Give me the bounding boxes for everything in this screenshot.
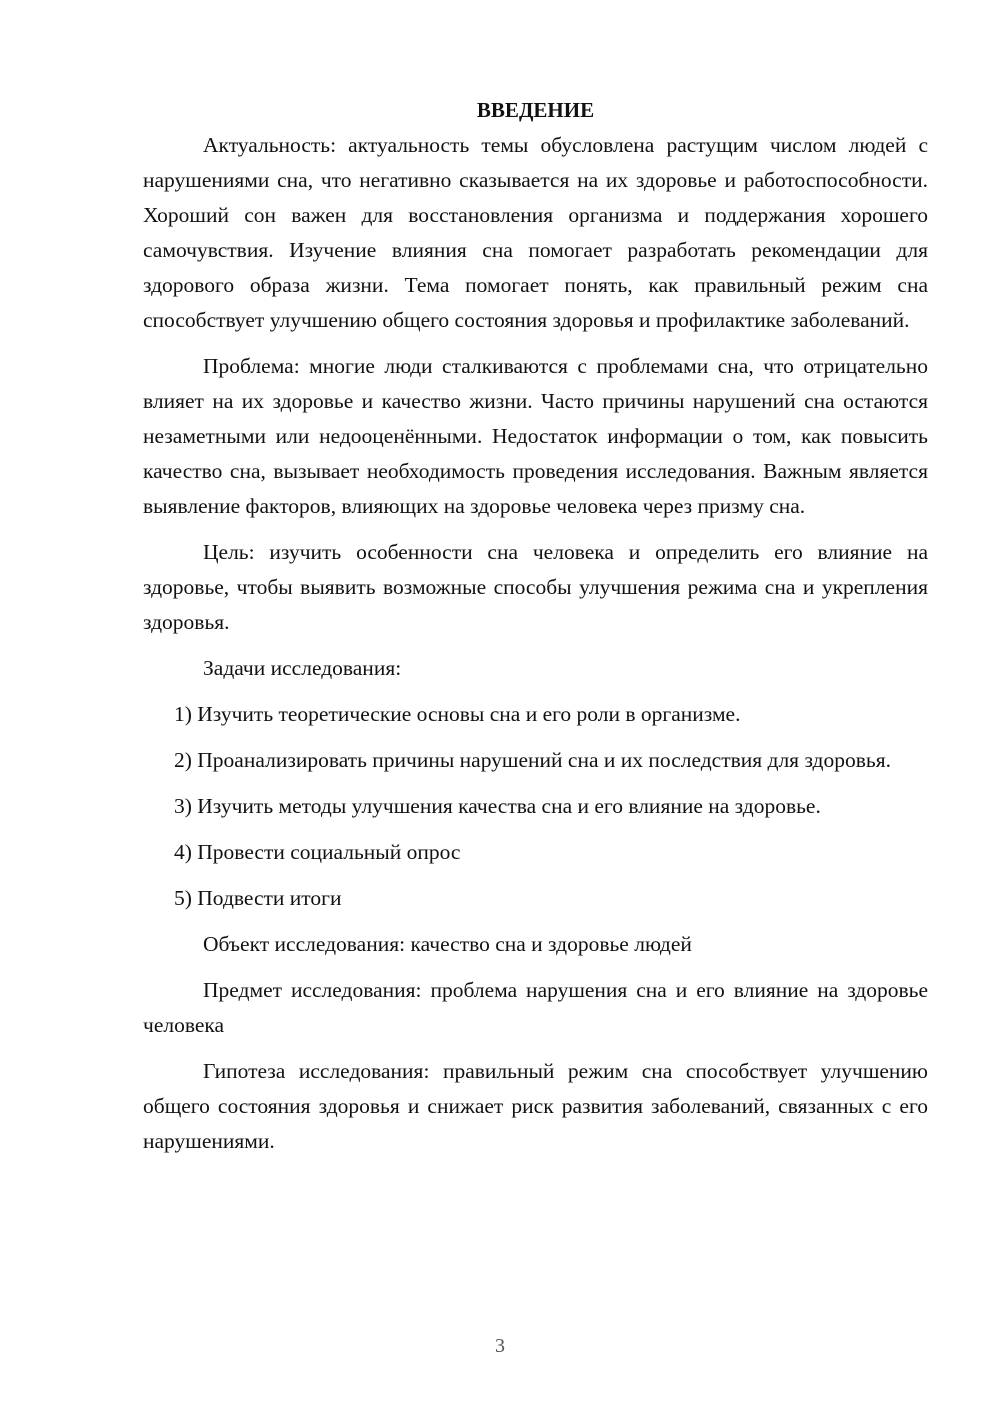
- task-item-4: 4) Провести социальный опрос: [174, 840, 461, 864]
- tasks-title: Задачи исследования:: [203, 656, 402, 680]
- relevance-paragraph: Актуальность: актуальность темы обусловлена растущим числом людей с нарушениями сна, что негативно сказывается на их здоровье и работоспособности. Хороший сон важен для восстановления организма и поддержания хорошего самочувствия. Изучение влияния сна помогает разработать рекомендации для здорового образа жизни. Тема помогает понять, как правильный режим сна способствует улучшению общего состояния здоровья и профилактике заболеваний.: [143, 133, 928, 332]
- problem-paragraph: Проблема: многие люди сталкиваются с проблемами сна, что отрицательно влияет на их здоровье и качество жизни. Часто причины нарушений сна остаются незаметными или недооценёнными. Недостаток информации о том, как повысить качество сна, вызывает необходимость проведения исследования. Важным является выявление факторов, влияющих на здоровье человека через призму сна.: [143, 354, 928, 518]
- section-heading: ВВЕДЕНИЕ: [476, 98, 595, 122]
- object-paragraph: Объект исследования: качество сна и здоровье людей: [203, 932, 692, 956]
- page-number: 3: [495, 1335, 505, 1357]
- task-item-3: 3) Изучить методы улучшения качества сна и его влияние на здоровье.: [174, 794, 821, 818]
- document-page: [143, 92, 928, 1170]
- goal-paragraph: Цель: изучить особенности сна человека и определить его влияние на здоровье, чтобы выявить возможные способы улучшения режима сна и укрепления здоровья.: [143, 540, 928, 634]
- task-item-1: 1) Изучить теоретические основы сна и его роли в организме.: [174, 702, 741, 726]
- subject-paragraph: Предмет исследования: проблема нарушения сна и его влияние на здоровье человека: [143, 978, 928, 1037]
- task-item-2: 2) Проанализировать причины нарушений сна и их последствия для здоровья.: [174, 748, 891, 772]
- hypothesis-paragraph: Гипотеза исследования: правильный режим сна способствует улучшению общего состояния здоровья и снижает риск развития заболеваний, связанных с его нарушениями.: [143, 1059, 928, 1153]
- task-item-5: 5) Подвести итоги: [174, 886, 342, 910]
